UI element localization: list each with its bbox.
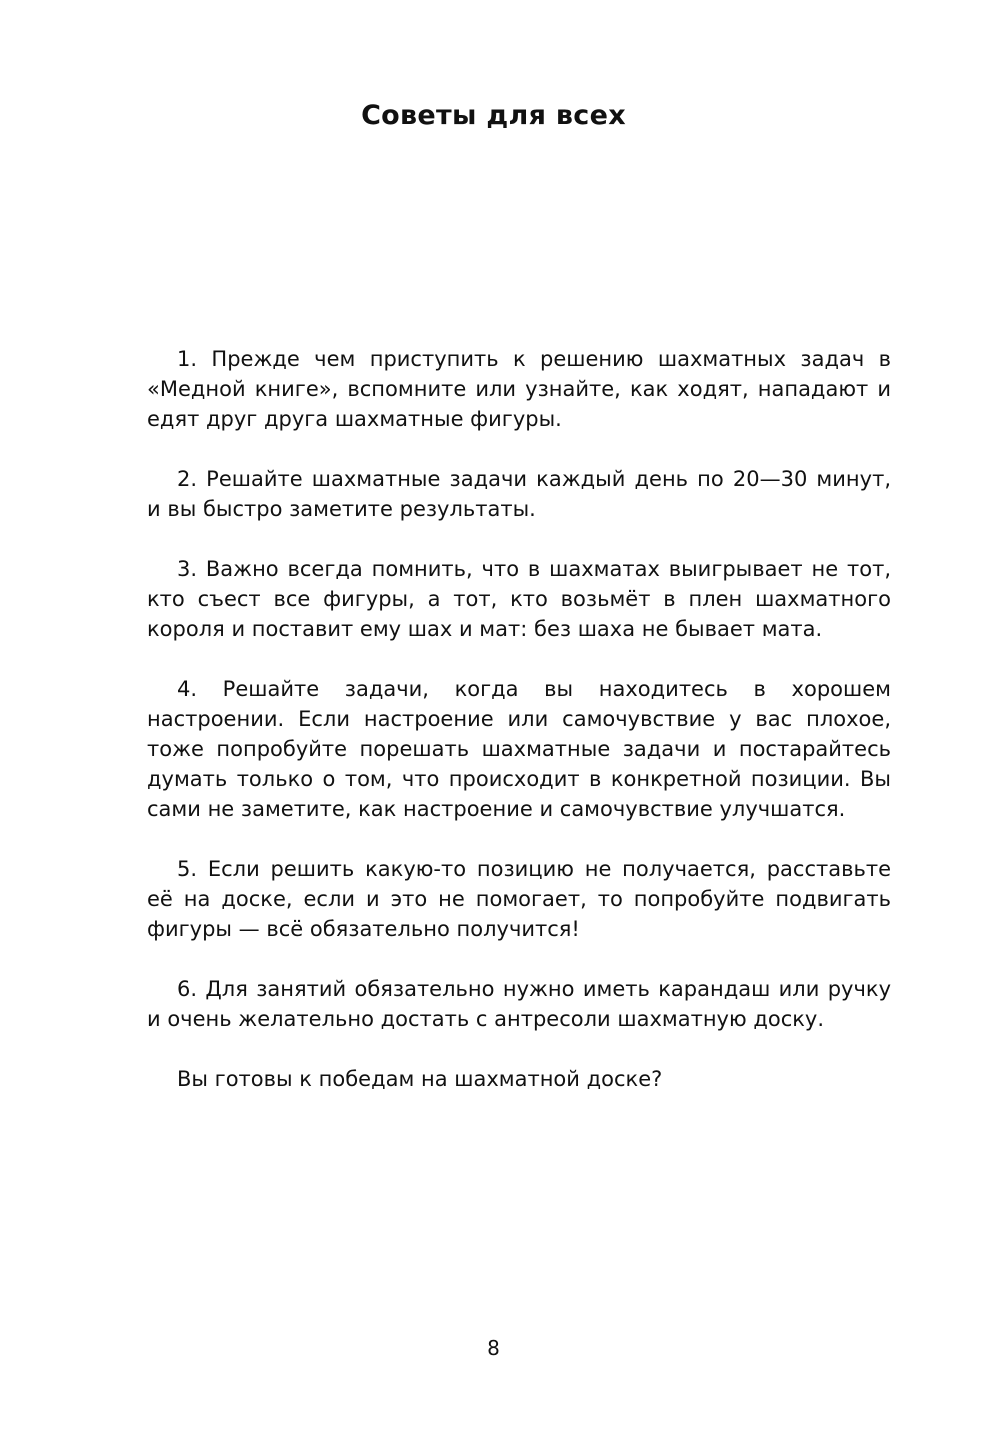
advice-text-body bbox=[147, 344, 891, 1094]
advice-paragraph-1: 1. Прежде чем приступить к решению шахматных задач в «Медной книге», вспомните или узнайте, как ходят, нападают и едят друг друга шахматные фигуры. bbox=[147, 347, 891, 431]
advice-paragraph-5: 5. Если решить какую-то позицию не получается, расставьте её на доске, если и это не помогает, то попробуйте подвигать фигуры — всё обязательно получится! bbox=[147, 857, 891, 941]
advice-paragraph-6: 6. Для занятий обязательно нужно иметь карандаш или ручку и очень желательно достать с антресоли шахматную доску. bbox=[147, 977, 891, 1031]
advice-paragraph-2: 2. Решайте шахматные задачи каждый день по 20—30 минут, и вы быстро заметите результаты. bbox=[147, 467, 891, 521]
advice-paragraph-3: 3. Важно всегда помнить, что в шахматах выигрывает не тот, кто съест все фигуры, а тот, кто возьмёт в плен шахматного короля и поставит ему шах и мат: без шаха не бывает мата. bbox=[147, 557, 891, 641]
page-number: 8 bbox=[487, 1336, 500, 1360]
closing-question: Вы готовы к победам на шахматной доске? bbox=[177, 1067, 663, 1091]
page-title: Советы для всех bbox=[361, 100, 626, 131]
advice-paragraph-4: 4. Решайте задачи, когда вы находитесь в хорошем настроении. Если настроение или самочувствие у вас плохое, тоже попробуйте порешать шахматные задачи и постарайтесь думать только о том, что происходит в конкретной позиции. Вы сами не заметите, как настроение и самочувствие улучшатся. bbox=[147, 677, 891, 821]
